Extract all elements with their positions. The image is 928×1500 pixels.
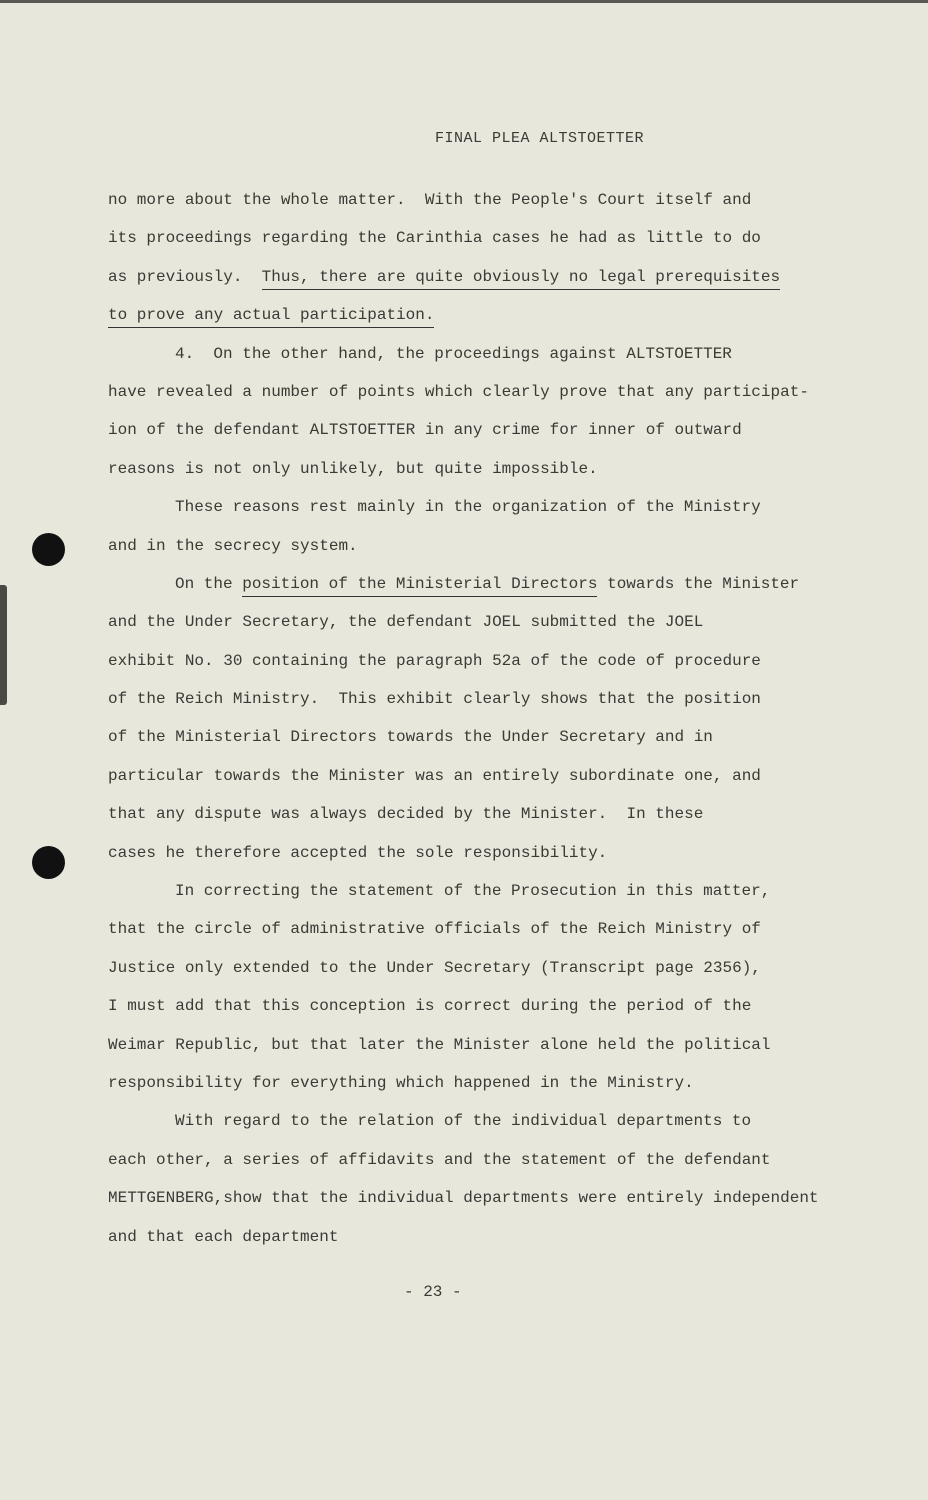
- text-line: [108, 688, 819, 726]
- text-segment: that the circle of administrative officials of the Reich Ministry of: [108, 920, 761, 939]
- text-segment: cases he therefore accepted the sole responsibility.: [108, 843, 608, 862]
- text-segment: have revealed a number of points which clearly prove that any participat-: [108, 382, 809, 401]
- underlined-text: Thus, there are quite obviously no legal prerequisites: [262, 268, 780, 290]
- text-segment: In correcting the statement of the Prosecution in this matter,: [175, 882, 771, 901]
- text-line: [108, 1072, 819, 1110]
- text-segment: its proceedings regarding the Carinthia cases he had as little to do: [108, 229, 761, 248]
- text-segment: With regard to the relation of the individual departments to: [175, 1112, 752, 1131]
- text-segment: Weimar Republic, but that later the Minister alone held the political: [108, 1035, 771, 1054]
- text-segment: exhibit No. 30 containing the paragraph 52a of the code of procedure: [108, 651, 761, 670]
- text-segment: and the Under Secretary, the defendant JOEL submitted the JOEL: [108, 613, 704, 632]
- text-segment: Justice only extended to the Under Secretary (Transcript page 2356),: [108, 958, 761, 977]
- text-line: [108, 880, 819, 918]
- text-line: [108, 189, 819, 227]
- text-line: [108, 650, 819, 688]
- text-line: [108, 1034, 819, 1072]
- text-segment: I must add that this conception is correct during the period of the: [108, 997, 752, 1016]
- text-line: [108, 343, 819, 381]
- text-segment: These reasons rest mainly in the organization of the Ministry: [175, 498, 761, 517]
- text-segment: particular towards the Minister was an entirely subordinate one, and: [108, 766, 761, 785]
- text-segment: METTGENBERG,show that the individual departments were entirely independent: [108, 1189, 819, 1208]
- text-line: [108, 803, 819, 841]
- text-line: [108, 765, 819, 803]
- text-segment: each other, a series of affidavits and the statement of the defendant: [108, 1150, 771, 1169]
- text-line: [108, 957, 819, 995]
- text-segment: responsibility for everything which happened in the Ministry.: [108, 1073, 694, 1092]
- text-line: [108, 1187, 819, 1225]
- text-segment: as previously.: [108, 267, 262, 286]
- text-line: [108, 918, 819, 956]
- document-body: [108, 189, 819, 1264]
- text-line: [108, 419, 819, 457]
- text-line: [108, 842, 819, 880]
- text-line: [108, 227, 819, 265]
- text-line: [108, 304, 819, 342]
- underlined-text: to prove any actual participation.: [108, 306, 434, 328]
- text-segment: On the: [175, 574, 243, 593]
- page-left-edge-shadow: [0, 585, 7, 705]
- text-line: [108, 381, 819, 419]
- punch-hole-icon: [32, 533, 65, 566]
- text-segment: that any dispute was always decided by the Minister. In these: [108, 805, 704, 824]
- text-line: [108, 1226, 819, 1264]
- text-segment: and in the secrecy system.: [108, 536, 358, 555]
- text-line: [108, 573, 819, 611]
- page-top-edge: [0, 0, 928, 3]
- text-segment: and that each department: [108, 1227, 339, 1246]
- text-line: [108, 995, 819, 1033]
- text-line: [108, 535, 819, 573]
- page-number: - 23 -: [404, 1283, 462, 1301]
- text-segment: of the Ministerial Directors towards the Under Secretary and in: [108, 728, 713, 747]
- text-line: [108, 496, 819, 534]
- text-segment: reasons is not only unlikely, but quite impossible.: [108, 459, 598, 478]
- punch-hole-icon: [32, 846, 65, 879]
- text-line: [108, 1149, 819, 1187]
- text-line: [108, 1110, 819, 1148]
- text-line: [108, 266, 819, 304]
- text-segment: no more about the whole matter. With the People's Court itself and: [108, 191, 752, 209]
- text-line: [108, 611, 819, 649]
- text-segment: towards the Minister: [597, 574, 800, 593]
- text-line: [108, 458, 819, 496]
- text-segment: 4. On the other hand, the proceedings against ALTSTOETTER: [175, 344, 732, 363]
- text-segment: ion of the defendant ALTSTOETTER in any crime for inner of outward: [108, 421, 742, 440]
- page-header-title: FINAL PLEA ALTSTOETTER: [435, 130, 645, 147]
- text-line: [108, 726, 819, 764]
- text-segment: of the Reich Ministry. This exhibit clearly shows that the position: [108, 690, 761, 709]
- underlined-text: position of the Ministerial Directors: [242, 575, 597, 597]
